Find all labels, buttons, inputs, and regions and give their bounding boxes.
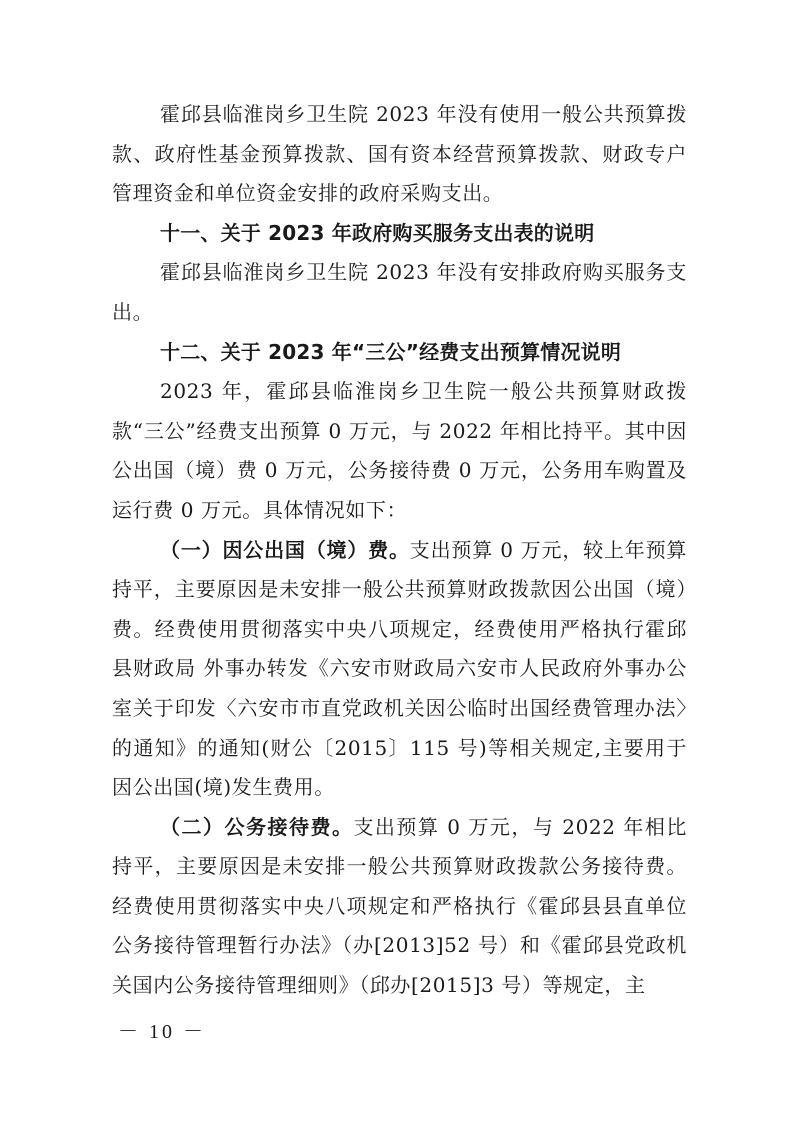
- section-heading-11: 十一、关于 2023 年政府购买服务支出表的说明: [160, 220, 595, 245]
- document-body: [112, 95, 687, 1006]
- page-number: － 10 －: [118, 1021, 206, 1043]
- subheading-overseas-travel: （一）因公出国（境）费。: [160, 537, 410, 562]
- subheading-reception: （二）公务接待费。: [160, 814, 354, 839]
- paragraph-procurement: 霍邱县临淮岗乡卫生院 2023 年没有使用一般公共预算拨款、政府性基金预算拨款、国有资本经营预算拨款、财政专户管理资金和单位资金安排的政府采购支出。: [112, 102, 687, 206]
- paragraph-three-public-summary: 2023 年，霍邱县临淮岗乡卫生院一般公共预算财政拨款“三公”经费支出预算 0 万元，与 2022 年相比持平。其中因公出国（境）费 0 万元，公务接待费 0 万元，公务用车购置及运行费 0 万元。具体情况如下：: [112, 379, 687, 522]
- paragraph-reception: [112, 808, 687, 1006]
- reception-text: 支出预算 0 万元，与 2022 年相比持平，主要原因是未安排一般公共预算财政拨款公务接待费。经费使用贯彻落实中央八项规定和严格执行《霍邱县县直单位公务接待管理暂行办法》（办[2013]52 号）和《霍邱县党政机关国内公务接待管理细则》（邱办[2015]3 号）等规定，主: [112, 814, 687, 998]
- overseas-travel-text: 支出预算 0 万元，较上年预算持平，主要原因是未安排一般公共预算财政拨款因公出国（境）费。经费使用贯彻落实中央八项规定，经费使用严格执行霍邱县财政局 外事办转发《六安市财政局六安市人民政府外事办公室关于印发〈六安市市直党政机关因公临时出国经费管理办法〉的通知》的通知(财公〔2015〕115 号)等相关规定,主要用于因公出国(境)发生费用。: [112, 537, 687, 800]
- paragraph-purchase-services: 霍邱县临淮岗乡卫生院 2023 年没有安排政府购买服务支出。: [112, 260, 687, 324]
- section-heading-12: 十二、关于 2023 年“三公”经费支出预算情况说明: [160, 339, 622, 364]
- paragraph-overseas-travel: [112, 531, 687, 808]
